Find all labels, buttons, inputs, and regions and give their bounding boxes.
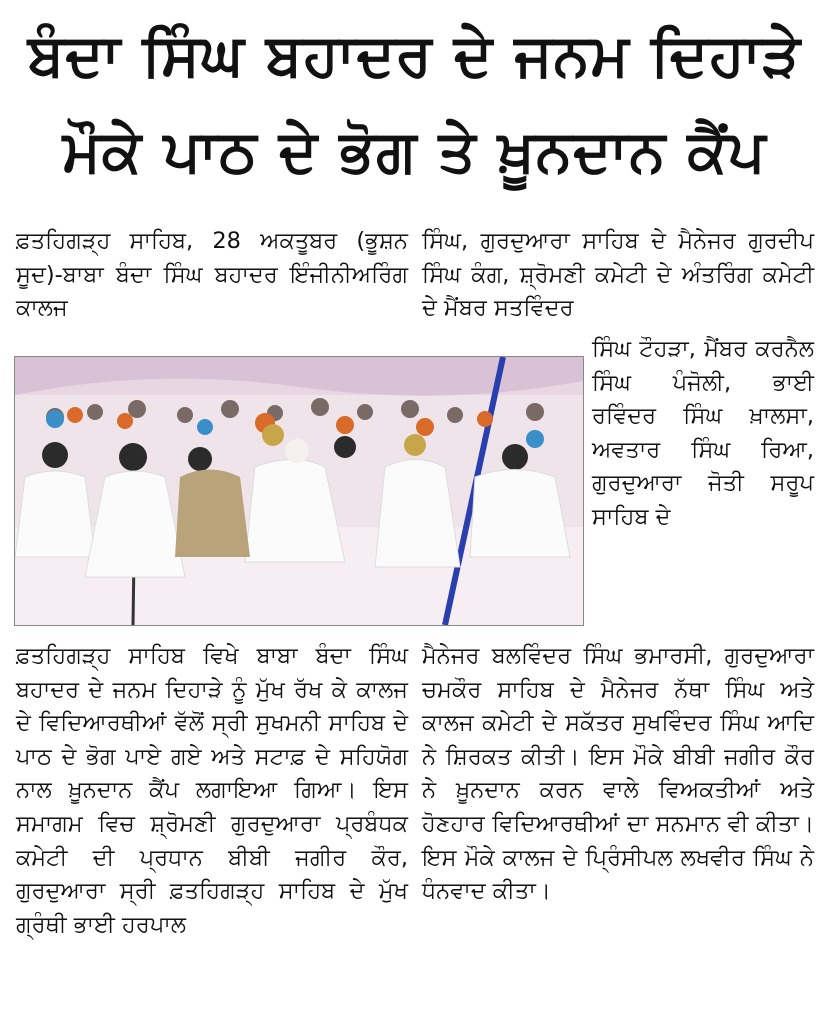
article-paragraph: ਮੈਨੇਜਰ ਬਲਵਿੰਦਰ ਸਿੰਘ ਭਮਾਰਸੀ, ਗੁਰਦੁਆਰਾ ਚਮਕੌਰ ਸਾਹਿਬ ਦੇ ਮੈਨੇਜਰ ਨੱਥਾ ਸਿੰਘ ਅਤੇ ਕਾਲਜ ਕਮੇਟੀ ਦੇ ਸਕੱਤਰ ਸੁਖਵਿੰਦਰ ਸਿੰਘ ਆਦਿ ਨੇ ਸ਼ਿਰਕਤ ਕੀਤੀ। ਇਸ ਮੌਕੇ ਬੀਬੀ ਜਗੀਰ ਕੌਰ ਨੇ ਖ਼ੂਨਦਾਨ ਕਰਨ ਵਾਲੇ ਵਿਅਕਤੀਆਂ ਅਤੇ ਹੋਣਹਾਰ ਵਿਦਿਆਰਥੀਆਂ ਦਾ ਸਨਮਾਨ ਵੀ ਕੀਤਾ। ਇਸ ਮੌਕੇ ਕਾਲਜ ਦੇ ਪ੍ਰਿੰਸੀਪਲ ਲਖਵੀਰ ਸਿੰਘ ਨੇ ਧੰਨਵਾਦ ਕੀਤਾ।: [422, 643, 814, 905]
article-paragraph: ਫ਼ਤਹਿਗੜ੍ਹ ਸਾਹਿਬ ਵਿਖੇ ਬਾਬਾ ਬੰਦਾ ਸਿੰਘ ਬਹਾਦਰ ਦੇ ਜਨਮ ਦਿਹਾੜੇ ਨੂੰ ਮੁੱਖ ਰੱਖ ਕੇ ਕਾਲਜ ਦੇ ਵਿਦਿਆਰਥੀਆਂ ਵੱਲੋਂ ਸ੍ਰੀ ਸੁਖਮਨੀ ਸਾਹਿਬ ਦੇ ਪਾਠ ਦੇ ਭੋਗ ਪਾਏ ਗਏ ਅਤੇ ਸਟਾਫ਼ ਦੇ ਸਹਿਯੋਗ ਨਾਲ ਖ਼ੂਨਦਾਨ ਕੈਂਪ ਲਗਾਇਆ ਗਿਆ। ਇਸ ਸਮਾਗਮ ਵਿਚ ਸ਼੍ਰੋਮਣੀ ਗੁਰਦੁਆਰਾ ਪ੍ਰਬੰਧਕ ਕਮੇਟੀ ਦੀ ਪ੍ਰਧਾਨ ਬੀਬੀ ਜਗੀਰ ਕੌਰ, ਗੁਰਦੁਆਰਾ ਸ੍ਰੀ ਫ਼ਤਹਿਗੜ੍ਹ ਸਾਹਿਬ ਦੇ ਮੁੱਖ ਗ੍ਰੰਥੀ ਭਾਈ ਹਰਪਾਲ: [16, 643, 408, 938]
article-column-1-bottom: [16, 640, 408, 942]
article-paragraph: ਸਿੰਘ ਟੌਹੜਾ, ਮੈਂਬਰ ਕਰਨੈਲ ਸਿੰਘ ਪੰਜੋਲੀ, ਭਾਈ ਰਵਿੰਦਰ ਸਿੰਘ ਖ਼ਾਲਸਾ, ਅਵਤਾਰ ਸਿੰਘ ਰਿਆ, ਗੁਰਦੁਆਰਾ ਜੋਤੀ ਸਰੂਪ ਸਾਹਿਬ ਦੇ: [592, 336, 814, 530]
article-paragraph: ਫ਼ਤਹਿਗੜ੍ਹ ਸਾਹਿਬ, 28 ਅਕਤੂਬਰ (ਭੂਸ਼ਨ ਸੂਦ)-ਬਾਬਾ ਬੰਦਾ ਸਿੰਘ ਬਹਾਦਰ ਇੰਜੀਨੀਅਰਿੰਗ ਕਾਲਜ: [16, 228, 408, 322]
article-column-2-bottom: [422, 640, 814, 909]
headline-line-1: ਬੰਦਾ ਸਿੰਘ ਬਹਾਦਰ ਦੇ ਜਨਮ ਦਿਹਾੜੇ: [27, 21, 802, 89]
event-photo-illustration: [15, 357, 583, 625]
article-paragraph: ਸਿੰਘ, ਗੁਰਦੁਆਰਾ ਸਾਹਿਬ ਦੇ ਮੈਨੇਜਰ ਗੁਰਦੀਪ ਸਿੰਘ ਕੰਗ, ਸ਼੍ਰੋਮਣੀ ਕਮੇਟੀ ਦੇ ਅੰਤਰਿੰਗ ਕਮੇਟੀ ਦੇ ਮੈਂਬਰ ਸਤਵਿੰਦਰ: [422, 228, 814, 322]
headline-line-2: ਮੌਕੇ ਪਾਠ ਦੇ ਭੋਗ ਤੇ ਖ਼ੂਨਦਾਨ ਕੈਂਪ: [62, 117, 767, 185]
article-column-1-top: [16, 225, 408, 326]
event-photo: [14, 356, 584, 626]
article-column-2-beside-photo: [592, 333, 814, 535]
article-column-2-top: [422, 225, 814, 326]
